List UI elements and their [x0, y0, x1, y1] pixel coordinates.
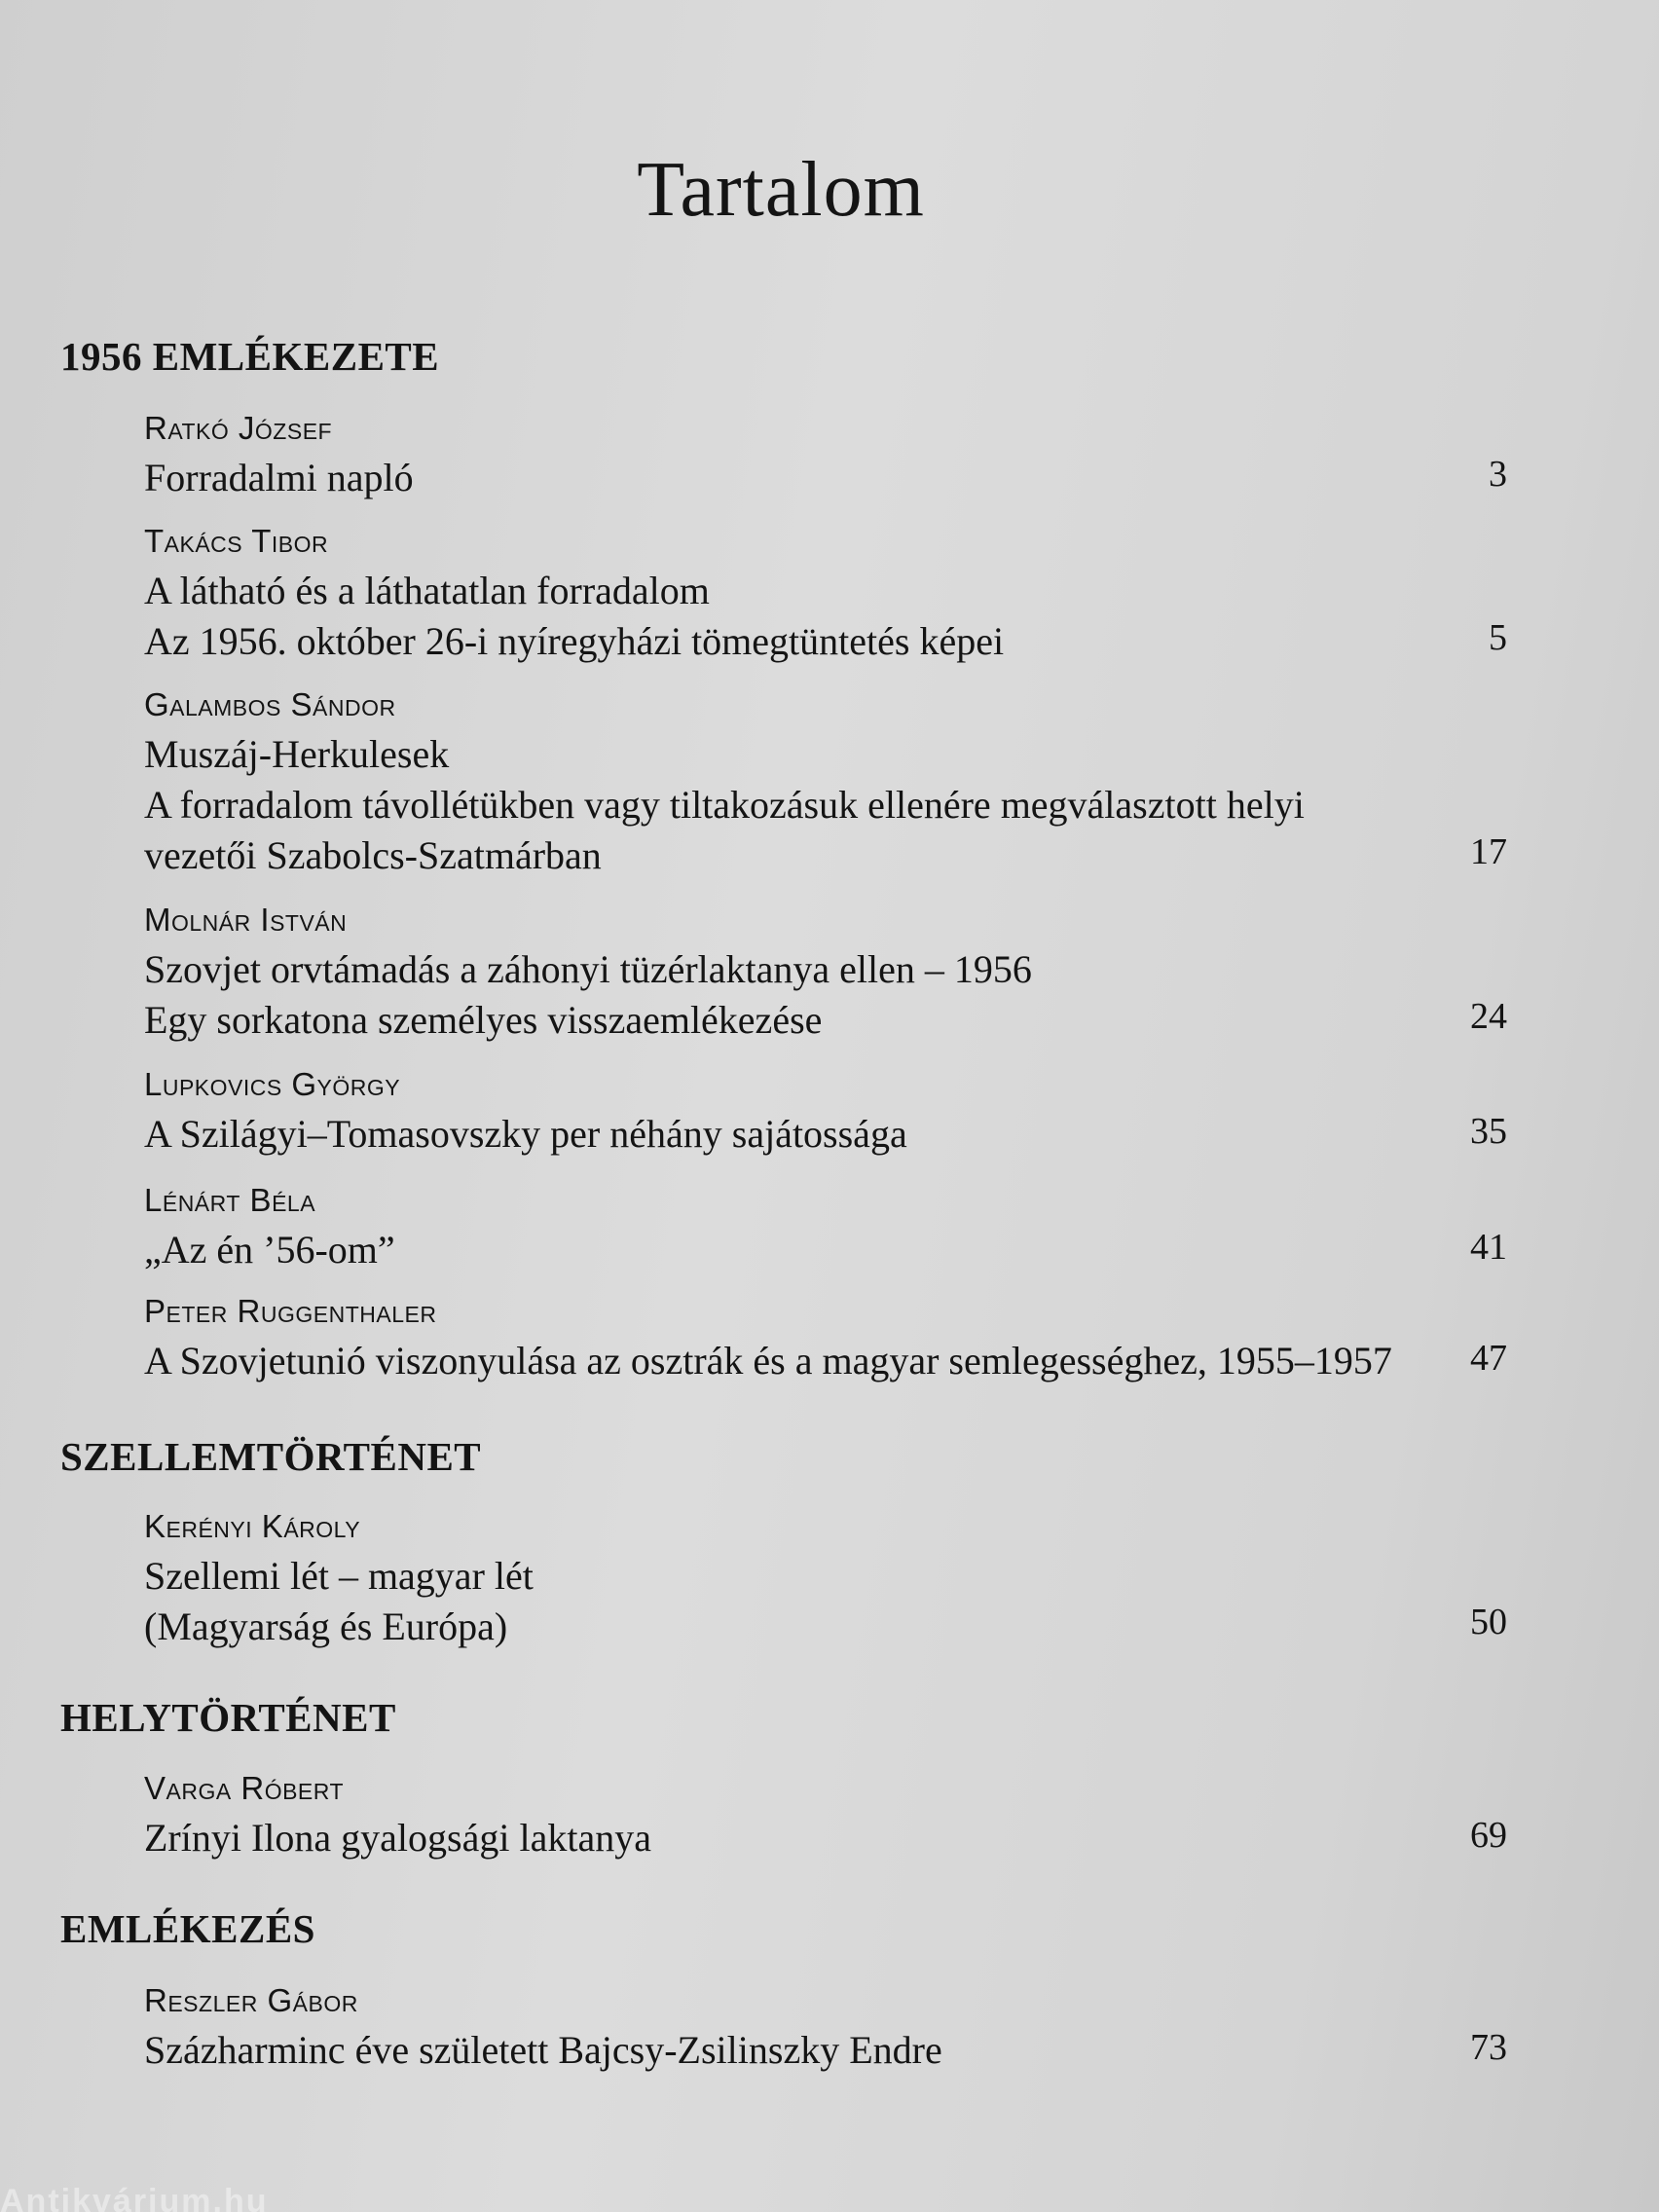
entry-title: „Az én ’56-om” — [144, 1228, 395, 1272]
section-heading: SZELLEMTÖRTÉNET — [60, 1434, 482, 1479]
toc-entry — [144, 1060, 1507, 1160]
entry-title: Forradalmi napló — [144, 456, 414, 499]
page-number: 41 — [1470, 1227, 1507, 1268]
entry-author: Molnár István — [144, 902, 348, 938]
page-number: 35 — [1470, 1111, 1507, 1152]
entry-subtitle: vezetői Szabolcs-Szatmárban — [144, 833, 602, 877]
entry-author: Kerényi Károly — [144, 1508, 361, 1544]
section-heading: EMLÉKEZÉS — [60, 1906, 315, 1951]
entry-author: Lupkovics György — [144, 1066, 401, 1102]
watermark: Antikvárium.hu — [0, 2185, 269, 2212]
entry-title: Szovjet orvtámadás a záhonyi tüzérlaktanya ellen – 1956 — [144, 947, 1032, 991]
entry-title: A látható és a láthatatlan forradalom — [144, 569, 710, 612]
entry-title: Zrínyi Ilona gyalogsági laktanya — [144, 1816, 651, 1860]
page-number: 50 — [1470, 1602, 1507, 1642]
page-number: 69 — [1470, 1815, 1507, 1856]
entry-author: Varga Róbert — [144, 1770, 345, 1806]
entry-subtitle: (Magyarság és Európa) — [144, 1604, 508, 1648]
entry-subtitle: Az 1956. október 26-i nyíregyházi tömegtüntetés képei — [144, 619, 1005, 663]
page-title: Tartalom — [637, 147, 925, 233]
entry-subtitle: A forradalom távollétükben vagy tiltakozásuk ellenére megválasztott helyi — [144, 783, 1305, 827]
toc-entry — [144, 681, 1507, 881]
section-heading: 1956 EMLÉKEZETE — [60, 334, 440, 379]
entry-title: Szellemi lét – magyar lét — [144, 1554, 534, 1598]
page-number: 5 — [1489, 617, 1507, 658]
entry-author: Galambos Sándor — [144, 686, 396, 722]
toc-entry — [144, 1287, 1507, 1386]
page-number: 3 — [1489, 454, 1507, 495]
entry-author: Takács Tibor — [144, 523, 329, 559]
page-number: 17 — [1470, 831, 1507, 872]
toc-entry — [144, 896, 1507, 1046]
toc-entry — [144, 1976, 1507, 2076]
entry-title: A Szilágyi–Tomasovszky per néhány sajátossága — [144, 1112, 907, 1156]
entry-author: Ratkó József — [144, 410, 333, 446]
toc-entry — [144, 404, 1507, 503]
page-number: 47 — [1470, 1338, 1507, 1379]
section-heading: HELYTÖRTÉNET — [60, 1695, 396, 1740]
entry-author: Peter Ruggenthaler — [144, 1293, 437, 1329]
page-number: 24 — [1470, 996, 1507, 1037]
page-number: 73 — [1470, 2027, 1507, 2068]
entry-title: Százharminc éve született Bajcsy-Zsilinszky Endre — [144, 2028, 942, 2072]
toc-entry — [144, 1764, 1507, 1863]
toc-entry — [144, 1502, 1507, 1652]
entry-author: Lénárt Béla — [144, 1182, 316, 1218]
toc-entry — [144, 1176, 1507, 1275]
entry-subtitle: Egy sorkatona személyes visszaemlékezése — [144, 998, 823, 1042]
toc-entry — [144, 517, 1507, 667]
entry-title: A Szovjetunió viszonyulása az osztrák és a magyar semlegességhez, 1955–1957 — [144, 1339, 1392, 1382]
entry-author: Reszler Gábor — [144, 1982, 358, 2018]
entry-title: Muszáj-Herkulesek — [144, 732, 450, 776]
